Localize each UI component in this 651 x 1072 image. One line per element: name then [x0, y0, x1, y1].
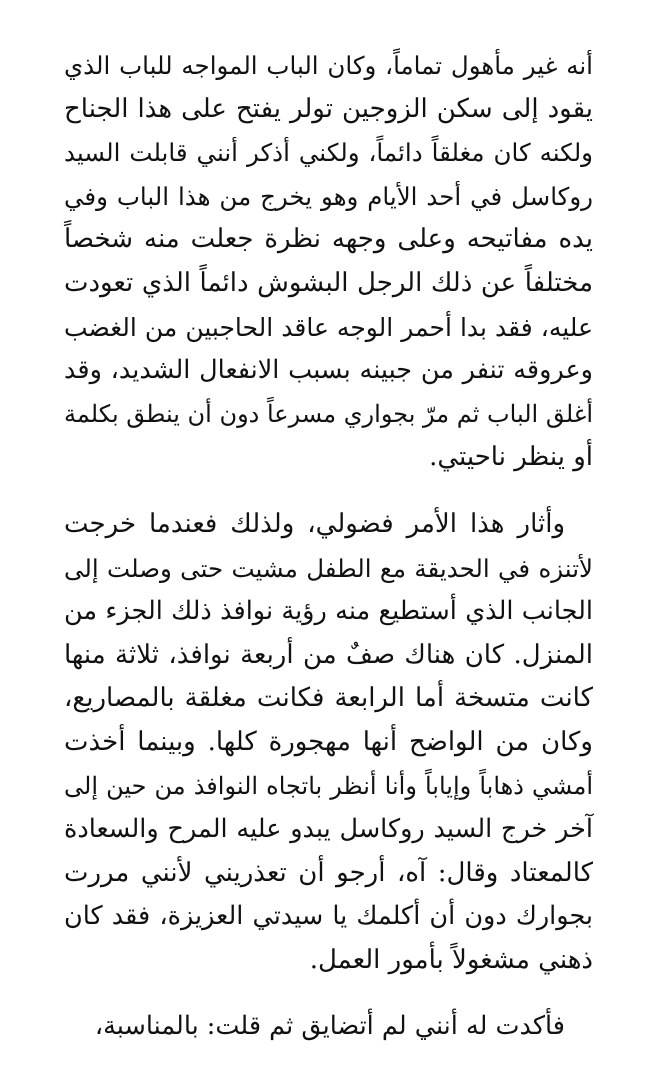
text-line: أمشي ذهاباً وإياباً وأنا أنظر باتجاه النوافذ من حين إلى: [64, 771, 593, 800]
paragraph-2: [64, 503, 593, 983]
text-line: المنزل. كان هناك صفٌ من أربعة نوافذ، ثلاثة منها: [64, 639, 593, 670]
text-line: يده مفاتيحه وعلى وجهه نظرة جعلت منه شخصاً: [64, 224, 593, 255]
text-line: أنه غير مأهول تماماً، وكان الباب المواجه للباب الذي: [64, 51, 593, 80]
paragraph-1: [64, 44, 593, 480]
text-line: وأثار هذا الأمر فضولي، ولذلك فعندما خرجت: [64, 508, 565, 539]
text-line: ذهني مشغولاً بأمور العمل.: [309, 944, 593, 975]
book-page: [64, 44, 593, 1072]
paragraph-3: [64, 1005, 593, 1049]
text-line: يقود إلى سكن الزوجين تولر يفتح على هذا الجناح: [64, 93, 593, 124]
text-line: وعروقه تنفر من جبينه بسبب الانفعال الشديد، وقد: [64, 355, 593, 386]
text-line: كانت متسخة أما الرابعة فكانت مغلقة بالمصاريع،: [64, 683, 593, 714]
text-line: آخر خرج السيد روكاسل يبدو عليه المرح والسعادة: [64, 814, 593, 845]
text-line: روكاسل في أحد الأيام وهو يخرج من هذا الباب وفي: [64, 181, 593, 211]
text-line: ولكنه كان مغلقاً دائماً، ولكني أذكر أنني قابلت السيد: [64, 138, 593, 168]
text-line: كالمعتاد وقال: آه، أرجو أن تعذريني لأنني مررت: [64, 857, 593, 888]
text-line: بجوارك دون أن أكلمك يا سيدتي العزيزة، فقد كان: [64, 901, 593, 932]
text-line: عليه، فقد بدا أحمر الوجه عاقد الحاجبين من الغضب: [64, 312, 593, 342]
text-line: أغلق الباب ثم مرّ بجواري مسرعاً دون أن ينطق بكلمة: [64, 399, 593, 428]
text-line: مختلفاً عن ذلك الرجل البشوش دائماً الذي تعودت: [64, 267, 593, 298]
text-line: الجانب الذي أستطيع منه رؤية نوافذ ذلك الجزء من: [64, 596, 593, 627]
text-line: فأكدت له أنني لم أتضايق ثم قلت: بالمناسبة،: [94, 1011, 565, 1042]
text-line: أو ينظر ناحيتي.: [429, 442, 593, 473]
text-line: لأتنزه في الحديقة مع الطفل مشيت حتى وصلت إلى: [64, 553, 593, 583]
text-line: وكان من الواضح أنها مهجورة كلها. وبينما أخذت: [64, 726, 593, 757]
